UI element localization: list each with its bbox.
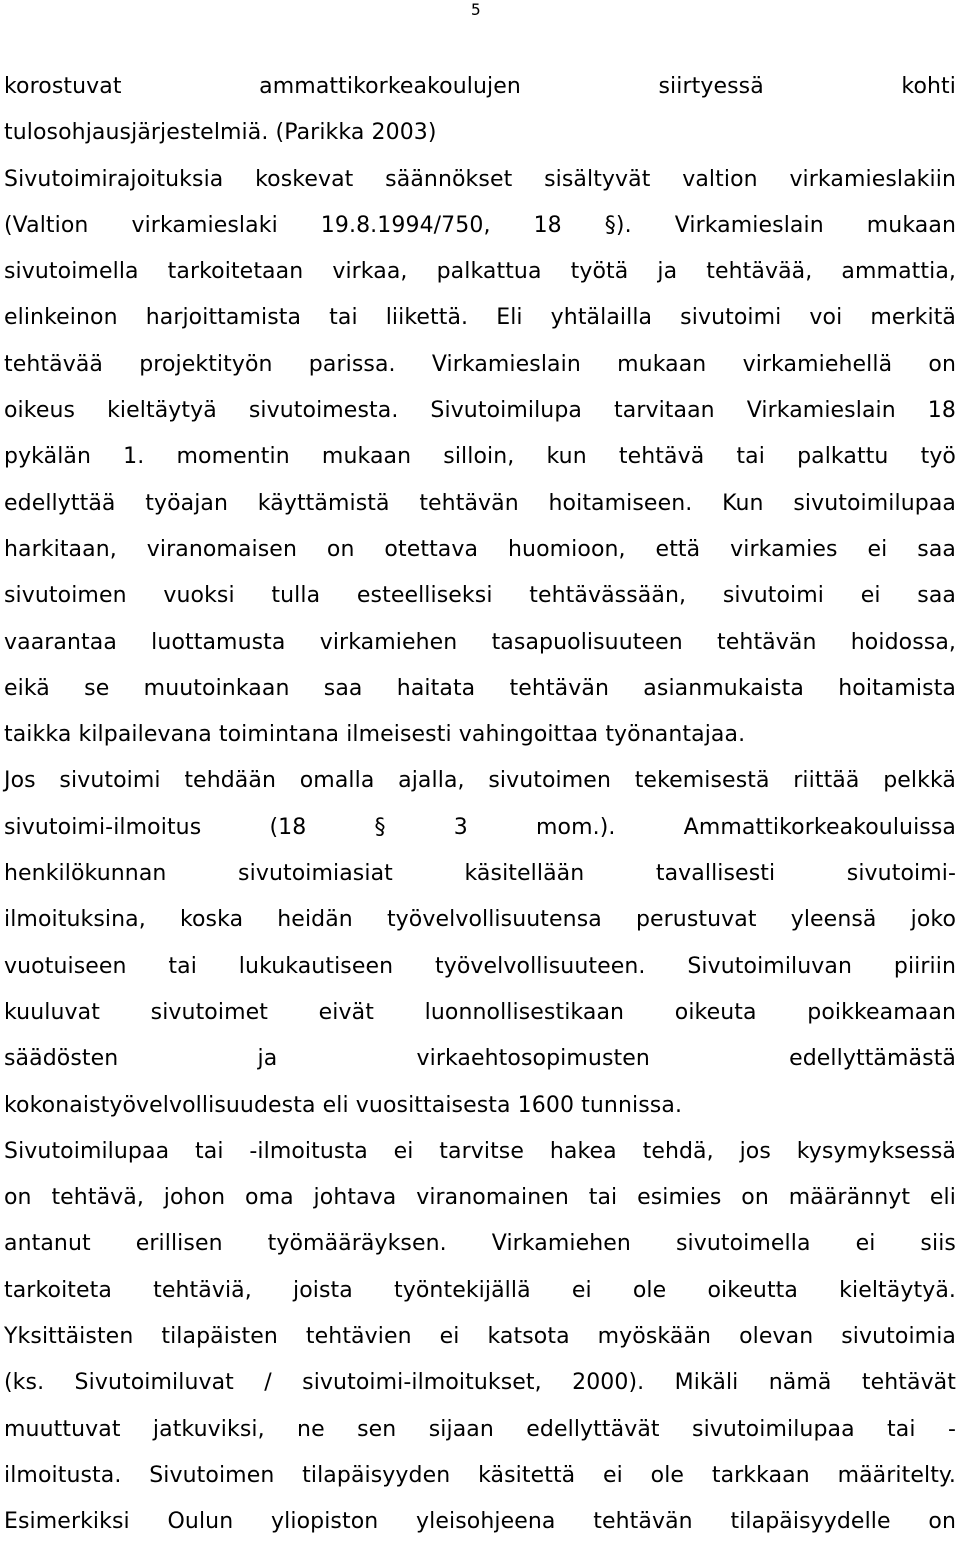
text-line: tulosohjausjärjestelmiä. (Parikka 2003) bbox=[4, 120, 437, 146]
text-line: on tehtävä, johon oma johtava viranomainen tai esimies on määrännyt eli bbox=[4, 1185, 956, 1211]
text-line: ilmoitusta. Sivutoimen tilapäisyyden käsitettä ei ole tarkkaan määritelty. bbox=[4, 1462, 956, 1488]
text-line: sivutoimen vuoksi tulla esteelliseksi tehtävässään, sivutoimi ei saa bbox=[4, 583, 956, 609]
page-number: 5 bbox=[471, 0, 481, 19]
text-line: eikä se muutoinkaan saa haitata tehtävän asianmukaista hoitamista bbox=[4, 675, 956, 701]
document-body bbox=[4, 64, 956, 1546]
text-line: henkilökunnan sivutoimiasiat käsitellään tavallisesti sivutoimi- bbox=[4, 861, 956, 887]
text-line: vaarantaa luottamusta virkamiehen tasapuolisuuteen tehtävän hoidossa, bbox=[4, 629, 956, 655]
text-line: oikeus kieltäytyä sivutoimesta. Sivutoimilupa tarvitaan Virkamieslain 18 bbox=[4, 398, 956, 424]
text-line: elinkeinon harjoittamista tai liikettä. Eli yhtälailla sivutoimi voi merkitä bbox=[4, 305, 956, 331]
text-line: harkitaan, viranomaisen on otettava huomioon, että virkamies ei saa bbox=[4, 536, 956, 562]
text-line: sivutoimi-ilmoitus (18 § 3 mom.). Ammattikorkeakouluissa bbox=[4, 814, 956, 840]
text-line: sivutoimella tarkoitetaan virkaa, palkattua työtä ja tehtävää, ammattia, bbox=[4, 259, 956, 285]
text-line: Esimerkiksi Oulun yliopiston yleisohjeena tehtävän tilapäisyydelle on bbox=[4, 1509, 956, 1535]
text-line: vuotuiseen tai lukukautiseen työvelvollisuuteen. Sivutoimiluvan piiriin bbox=[4, 953, 956, 979]
text-line: ilmoituksina, koska heidän työvelvollisuutensa perustuvat yleensä joko bbox=[4, 907, 956, 933]
text-line: edellyttää työajan käyttämistä tehtävän hoitamiseen. Kun sivutoimilupaa bbox=[4, 490, 956, 516]
text-line: tehtävää projektityön parissa. Virkamieslain mukaan virkamiehellä on bbox=[4, 351, 956, 377]
text-line: taikka kilpailevana toimintana ilmeisesti vahingoittaa työnantajaa. bbox=[4, 722, 746, 748]
text-line: säädösten ja virkaehtosopimusten edellyttämästä bbox=[4, 1046, 956, 1072]
text-line: tarkoiteta tehtäviä, joista työntekijällä ei ole oikeutta kieltäytyä. bbox=[4, 1277, 956, 1303]
text-line: muuttuvat jatkuviksi, ne sen sijaan edellyttävät sivutoimilupaa tai - bbox=[4, 1416, 956, 1442]
text-line: Yksittäisten tilapäisten tehtävien ei katsota myöskään olevan sivutoimia bbox=[4, 1324, 956, 1350]
text-line: pykälän 1. momentin mukaan silloin, kun tehtävä tai palkattu työ bbox=[4, 444, 956, 470]
text-line: (ks. Sivutoimiluvat / sivutoimi-ilmoitukset, 2000). Mikäli nämä tehtävät bbox=[4, 1370, 956, 1396]
text-line: korostuvat ammattikorkeakoulujen siirtyessä kohti bbox=[4, 74, 956, 99]
text-line: kokonaistyövelvollisuudesta eli vuosittaisesta 1600 tunnissa. bbox=[4, 1092, 683, 1118]
text-line: Jos sivutoimi tehdään omalla ajalla, sivutoimen tekemisestä riittää pelkkä bbox=[4, 768, 956, 794]
text-line: kuuluvat sivutoimet eivät luonnollisestikaan oikeuta poikkeamaan bbox=[4, 999, 956, 1025]
text-line: antanut erillisen työmääräyksen. Virkamiehen sivutoimella ei siis bbox=[4, 1231, 956, 1257]
text-line: Sivutoimilupaa tai -ilmoitusta ei tarvitse hakea tehdä, jos kysymyksessä bbox=[4, 1138, 956, 1164]
text-line: (Valtion virkamieslaki 19.8.1994/750, 18 §). Virkamieslain mukaan bbox=[4, 212, 956, 238]
text-line: Sivutoimirajoituksia koskevat säännökset sisältyvät valtion virkamieslakiin bbox=[4, 166, 956, 192]
